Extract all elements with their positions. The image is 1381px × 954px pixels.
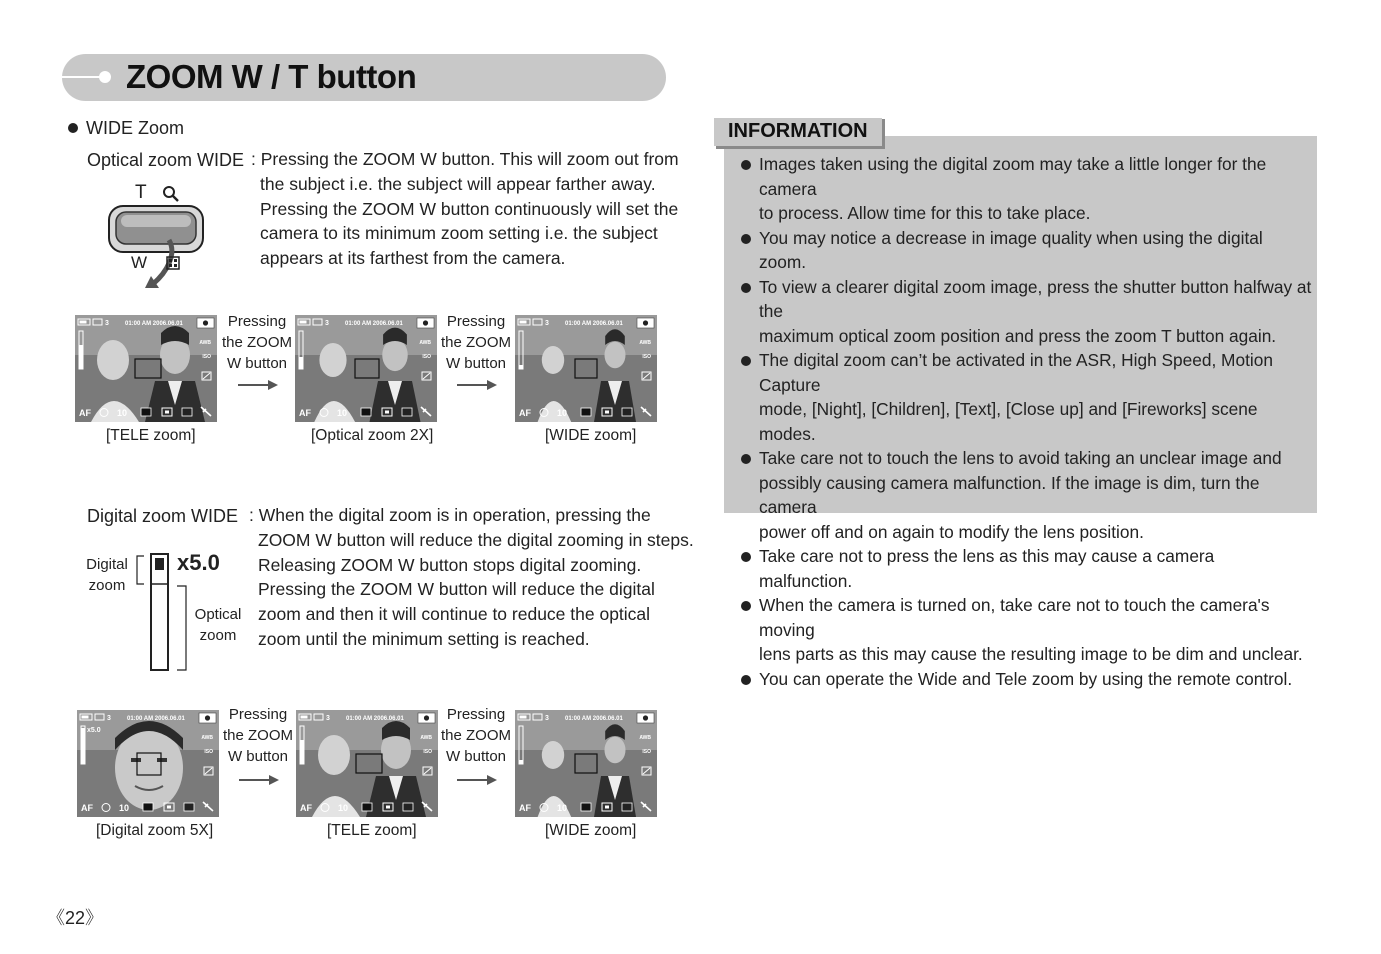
metering-icon-center <box>385 411 389 414</box>
awb-icon: AWB <box>639 340 651 346</box>
bar-label-line: Digital <box>86 556 128 573</box>
iso-icon: ISO <box>422 354 431 360</box>
zoom-indicator-level <box>520 760 523 764</box>
battery-level <box>520 716 527 719</box>
bride-face <box>97 340 129 380</box>
desc-line: camera to its minimum zoom setting i.e. the subject <box>260 223 658 244</box>
drive-mode-icon <box>403 803 413 811</box>
shot-count: 3 <box>545 320 549 327</box>
lcd-datetime: 01:00 AM 2006.06.01 <box>125 321 183 327</box>
pressing-line: Pressing <box>446 706 506 723</box>
pressing-w-label <box>439 704 513 767</box>
information-item-line: mode, [Night], [Children], [Text], [Close up] and [Fireworks] scene modes. <box>759 399 1258 444</box>
desc-line: : When the digital zoom is in operation, pressing the <box>249 505 651 525</box>
title-decor-line <box>62 76 104 78</box>
pressing-line: Pressing <box>228 706 288 723</box>
drive-mode-icon <box>182 408 192 416</box>
caption-digital-5x: [Digital zoom 5X] <box>96 822 214 839</box>
desc-line: zoom until the minimum setting is reached. <box>258 628 590 649</box>
eye-shape <box>131 758 141 762</box>
drive-mode-icon <box>622 408 632 416</box>
bullet-icon <box>741 675 751 685</box>
desc-line: : Pressing the ZOOM W button. This will zoom out from <box>251 149 679 169</box>
autofocus-icon: AF <box>300 803 312 813</box>
image-size-icon: 10 <box>557 408 568 418</box>
wide-label: W <box>131 253 148 272</box>
iso-icon: ISO <box>642 354 651 360</box>
autofocus-icon: AF <box>81 803 93 813</box>
desc-line: Pressing the ZOOM W button will reduce the digital <box>258 579 655 600</box>
metering-icon-center <box>605 806 609 809</box>
awb-icon: AWB <box>419 340 431 346</box>
page-number: 《22》 <box>47 908 104 928</box>
caption-tele-zoom: [TELE zoom] <box>106 427 196 444</box>
iso-icon: ISO <box>204 749 213 755</box>
caption-tele-zoom: [TELE zoom] <box>327 822 417 839</box>
information-item-line: maximum optical zoom position and press the zoom T button again. <box>759 325 1277 346</box>
bullet-icon <box>741 454 751 464</box>
lcd-datetime: 01:00 AM 2006.06.01 <box>565 321 623 327</box>
shot-count: 3 <box>326 715 330 722</box>
information-item-line: Take care not to touch the lens to avoid taking an unclear image and <box>759 448 1282 468</box>
zoom-indicator-level <box>82 728 85 764</box>
arrow-right-icon <box>457 774 497 786</box>
digital-zoom-label: Digital zoom WIDE <box>87 506 239 526</box>
caption-optical-2x: [Optical zoom 2X] <box>311 427 434 444</box>
information-item <box>740 152 1312 226</box>
camera-lens-icon <box>643 715 648 720</box>
drive-mode-icon <box>184 803 194 811</box>
bride-face <box>542 346 564 374</box>
title-decor-dot <box>99 71 111 83</box>
bride-face <box>542 741 564 769</box>
arrow-right-icon <box>457 379 497 391</box>
quality-icon <box>141 408 151 416</box>
information-item-line: You may notice a decrease in image quality when using the digital zoom. <box>759 227 1263 272</box>
information-item <box>740 593 1312 667</box>
digital-zoom-description <box>249 503 694 652</box>
metering-icon-center <box>605 411 609 414</box>
desc-line: Releasing ZOOM W button stops digital zooming. <box>258 554 642 575</box>
optical-zoom-description <box>251 147 679 271</box>
lcd-datetime: 01:00 AM 2006.06.01 <box>345 321 403 327</box>
metering-icon-center <box>167 806 171 809</box>
metering-icon-center <box>165 411 169 414</box>
pressing-line: the ZOOM <box>222 727 293 744</box>
lcd-datetime: 01:00 AM 2006.06.01 <box>565 716 623 722</box>
camera-lens-icon <box>203 320 208 325</box>
lcd-datetime: 01:00 AM 2006.06.01 <box>346 716 404 722</box>
image-size-icon: 10 <box>338 803 349 813</box>
lcd-screen-wide <box>515 710 657 817</box>
image-size-icon: 10 <box>117 408 128 418</box>
drive-mode-icon <box>402 408 412 416</box>
desc-line: zoom and then it will continue to reduce the optical <box>258 604 651 625</box>
page-title: ZOOM W / T button <box>126 58 417 95</box>
bullet-icon <box>741 552 751 562</box>
shot-count: 3 <box>105 320 109 327</box>
pressing-line: the ZOOM <box>440 334 511 351</box>
bullet-icon <box>741 283 751 293</box>
pressing-w-label <box>221 704 295 767</box>
information-list <box>740 152 1312 691</box>
arrow-right-icon <box>238 379 278 391</box>
arrow-right-icon <box>239 774 279 786</box>
information-item-line: You can operate the Wide and Tele zoom by using the remote control. <box>759 668 1293 689</box>
information-item <box>740 275 1312 349</box>
pressing-line: W button <box>226 355 288 372</box>
shot-count: 3 <box>545 715 549 722</box>
metering-icon-center <box>386 806 390 809</box>
image-size-icon: 10 <box>337 408 348 418</box>
battery-level <box>300 321 307 324</box>
shot-count: 3 <box>325 320 329 327</box>
desc-line: appears at its farthest from the camera. <box>260 248 566 269</box>
desc-line: ZOOM W button will reduce the digital zooming in steps. <box>258 529 694 550</box>
zoom-button-illustration <box>104 180 208 290</box>
awb-icon: AWB <box>201 735 213 741</box>
autofocus-icon: AF <box>519 408 531 418</box>
camera-lens-icon <box>205 715 210 720</box>
quality-icon <box>581 408 591 416</box>
bride-face <box>318 735 350 775</box>
image-size-icon: 10 <box>119 803 130 813</box>
information-item-line: To view a clearer digital zoom image, press the shutter button halfway at the <box>759 276 1312 321</box>
pressing-w-label <box>220 311 294 374</box>
bullet-icon <box>741 234 751 244</box>
pressing-w-label <box>439 311 513 374</box>
information-title: INFORMATION <box>728 120 868 142</box>
zoom-indicator-level <box>520 365 523 369</box>
groom-face <box>605 737 626 764</box>
information-item <box>740 348 1312 446</box>
camera-lens-icon <box>424 715 429 720</box>
lcd-screen-tele <box>75 315 217 422</box>
quality-icon <box>581 803 591 811</box>
quality-icon <box>362 803 372 811</box>
bullet-icon <box>68 123 78 133</box>
battery-level <box>301 716 308 719</box>
autofocus-icon: AF <box>299 408 311 418</box>
bar-label-line: zoom <box>88 577 126 594</box>
information-item-line: lens parts as this may cause the resulting image to be dim and unclear. <box>759 644 1303 664</box>
battery-level <box>82 716 89 719</box>
pressing-line: W button <box>227 748 289 765</box>
bride-face <box>319 343 346 377</box>
information-item <box>740 667 1312 692</box>
zoom-indicator-level <box>301 740 304 764</box>
shot-count: 3 <box>107 715 111 722</box>
lcd-screen-tele <box>296 710 438 817</box>
eye-shape <box>157 758 167 762</box>
information-item-line: Take care not to press the lens as this may cause a camera malfunction. <box>759 546 1215 591</box>
awb-icon: AWB <box>420 735 432 741</box>
bar-digital-label <box>84 554 130 596</box>
zoom-indicator-level <box>300 357 303 369</box>
quality-icon <box>361 408 371 416</box>
bullet-icon <box>741 160 751 170</box>
bar-label-line: zoom <box>199 627 237 644</box>
battery-level <box>80 321 87 324</box>
awb-icon: AWB <box>639 735 651 741</box>
autofocus-icon: AF <box>519 803 531 813</box>
bar-label-line: Optical <box>194 606 242 623</box>
iso-icon: ISO <box>202 354 211 360</box>
quality-icon <box>143 803 153 811</box>
groom-face <box>382 339 408 371</box>
pressing-line: Pressing <box>446 313 506 330</box>
information-item-line: When the camera is turned on, take care not to touch the camera's moving <box>759 595 1270 640</box>
autofocus-icon: AF <box>79 408 91 418</box>
desc-line: the subject i.e. the subject will appear farther away. <box>260 173 656 194</box>
battery-level <box>520 321 527 324</box>
camera-lens-icon <box>423 320 428 325</box>
pressing-line: the ZOOM <box>440 727 511 744</box>
zoom-rocker-icon <box>107 204 205 290</box>
information-item <box>740 446 1312 544</box>
information-item-line: possibly causing camera malfunction. If the image is dim, turn the camera <box>759 472 1260 517</box>
iso-icon: ISO <box>642 749 651 755</box>
drive-mode-icon <box>622 803 632 811</box>
lcd-screen-wide <box>515 315 657 422</box>
information-item <box>740 544 1312 593</box>
pressing-line: Pressing <box>227 313 287 330</box>
bar-optical-label <box>192 604 244 646</box>
wide-zoom-heading-text: WIDE Zoom <box>86 118 185 138</box>
optical-zoom-label: Optical zoom WIDE <box>87 150 245 170</box>
caption-wide-zoom: [WIDE zoom] <box>545 427 637 444</box>
digital-zoom-value: x5.0 <box>87 727 101 734</box>
lcd-screen-digital-5x <box>77 710 219 817</box>
image-size-icon: 10 <box>557 803 568 813</box>
thumbnail-grid-icon <box>166 256 180 270</box>
iso-icon: ISO <box>423 749 432 755</box>
bullet-icon <box>741 601 751 611</box>
pressing-line: the ZOOM <box>221 334 292 351</box>
caption-wide-zoom: [WIDE zoom] <box>545 822 637 839</box>
information-item-line: power off and on again to modify the lens position. <box>759 521 1144 542</box>
lcd-datetime: 01:00 AM 2006.06.01 <box>127 716 185 722</box>
zoom-bar-illustration <box>84 550 249 675</box>
magnify-icon <box>162 185 180 203</box>
awb-icon: AWB <box>199 340 211 346</box>
groom-face <box>605 342 626 369</box>
pressing-line: W button <box>445 748 507 765</box>
tele-label: T <box>135 182 147 203</box>
bullet-icon <box>741 356 751 366</box>
camera-lens-icon <box>643 320 648 325</box>
zoom-value: x5.0 <box>177 550 220 575</box>
zoom-indicator-level <box>80 345 83 369</box>
pressing-line: W button <box>445 355 507 372</box>
information-item-line: Images taken using the digital zoom may take a little longer for the camera <box>759 154 1267 199</box>
lcd-screen-optical-2x <box>295 315 437 422</box>
wide-zoom-heading <box>68 117 184 139</box>
desc-line: Pressing the ZOOM W button continuously will set the <box>260 198 679 219</box>
information-item <box>740 226 1312 275</box>
information-item-line: The digital zoom can’t be activated in the ASR, High Speed, Motion Capture <box>759 350 1273 395</box>
information-item-line: to process. Allow time for this to take place. <box>759 203 1091 223</box>
